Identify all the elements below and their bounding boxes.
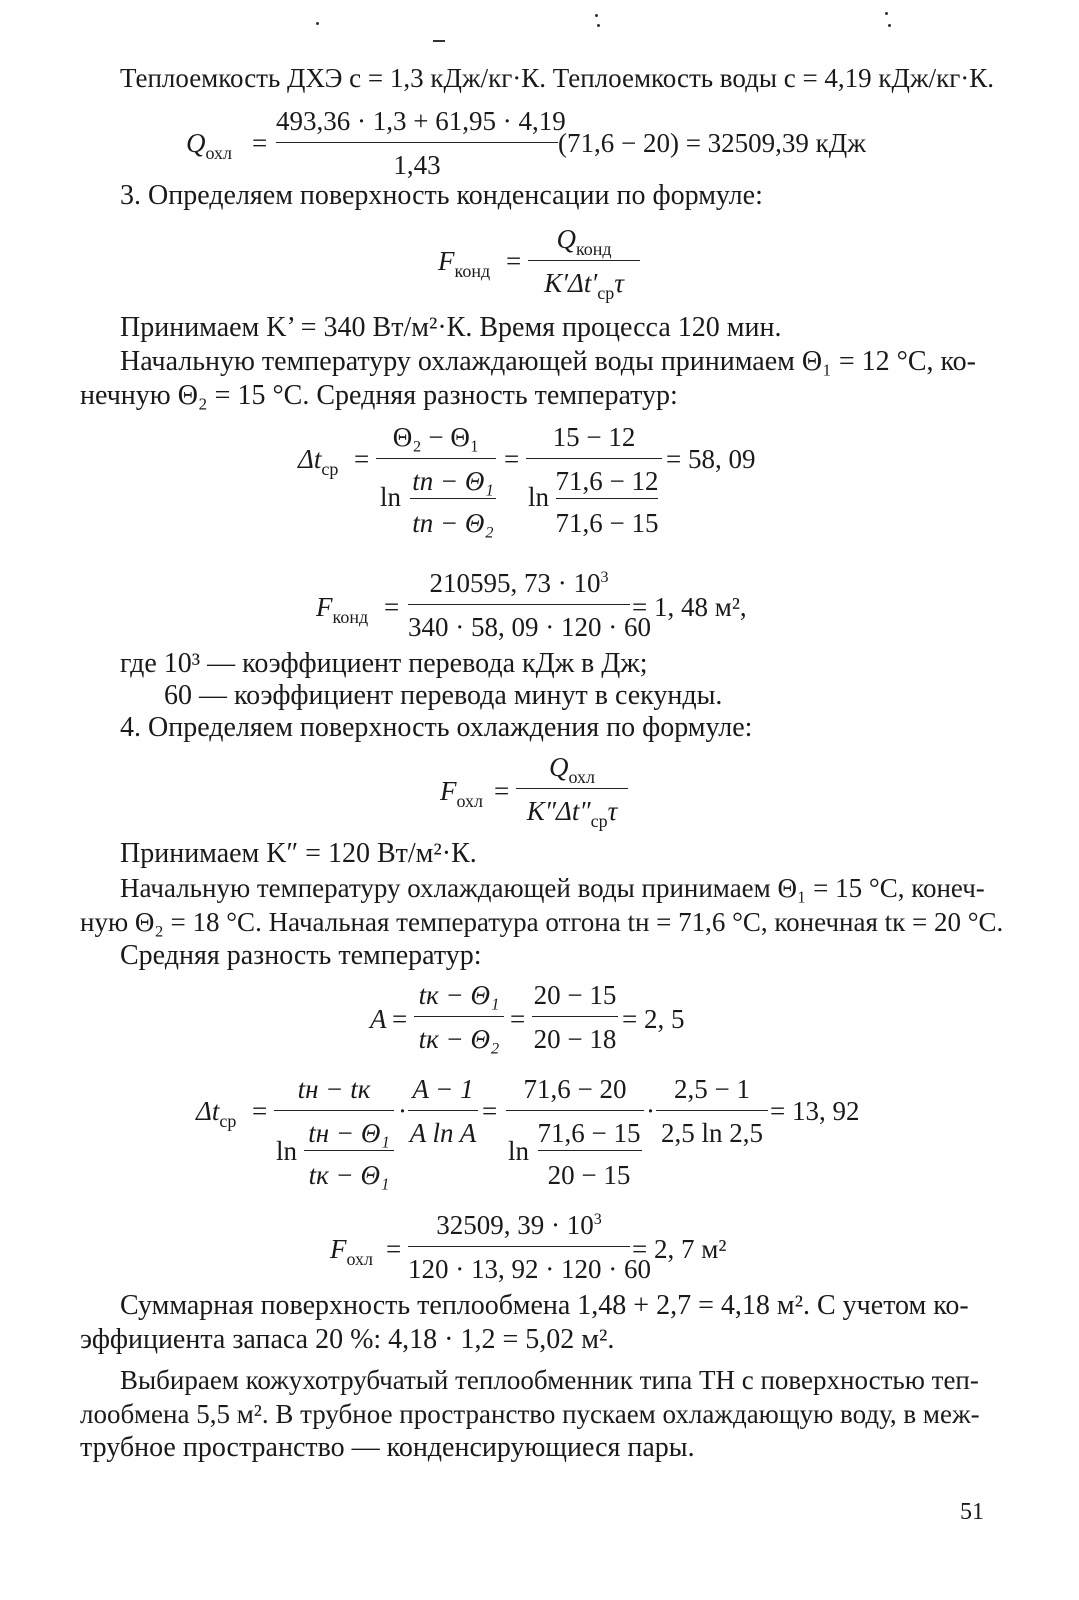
inner-denominator: tк − Θ₁ xyxy=(308,1160,390,1190)
fraction-bar xyxy=(274,1110,394,1111)
symbol: F xyxy=(330,1234,347,1264)
subscript: конд xyxy=(332,607,369,627)
equals-sign: = xyxy=(506,246,522,276)
subscript: охл xyxy=(456,791,484,811)
equals-sign: = xyxy=(252,128,268,158)
equals-sign: = xyxy=(494,776,510,806)
subscript: ср xyxy=(219,1111,237,1131)
dot-operator: · xyxy=(398,1096,407,1126)
fraction-bar xyxy=(506,1110,644,1111)
numerator: 493,36 · 1,3 + 61,95 · 4,19 xyxy=(276,106,566,136)
inner-fraction-bar xyxy=(304,1150,394,1151)
superscript: 3 xyxy=(593,1211,602,1228)
symbol: F xyxy=(440,776,457,806)
inner-denominator: 71,6 − 15 xyxy=(555,508,659,538)
fraction-bar xyxy=(414,1016,504,1017)
ln-label: ln xyxy=(276,1136,298,1166)
inner-numerator: 71,6 − 15 xyxy=(537,1118,641,1148)
denominator: 20 − 18 xyxy=(533,1024,617,1054)
symbol: Q xyxy=(556,224,576,254)
value: 210595, 73 · 10 xyxy=(429,568,601,598)
symbol: Q xyxy=(548,752,569,782)
paragraph-choose-a: Выбираем кожухотрубчатый теплообменник типа ТН с поверхностью теп- xyxy=(120,1365,979,1395)
numerator: tн − tк xyxy=(297,1074,371,1104)
paragraph-initial-temp-2b: ную Θ₂ = 18 °С. Начальная температура отгона tн = 71,6 °С, конечная tк = 20 °С. xyxy=(80,907,1004,937)
scan-speck xyxy=(595,14,598,17)
fraction-bar xyxy=(376,458,496,459)
dot-operator: · xyxy=(646,1096,655,1126)
equals-sign: = xyxy=(384,592,400,622)
fraction-bar xyxy=(526,458,662,459)
paragraph-initial-temp-1a: Начальную температуру охлаждающей воды принимаем Θ₁ = 12 °С, ко- xyxy=(120,346,977,377)
numerator: A − 1 xyxy=(412,1074,474,1104)
page-number: 51 xyxy=(960,1499,984,1525)
numerator: tк − Θ₁ xyxy=(418,980,500,1010)
fraction-bar xyxy=(656,1110,768,1111)
inner-numerator: 71,6 − 12 xyxy=(555,466,659,496)
inner-numerator: tн − Θ₁ xyxy=(308,1118,390,1148)
fraction-bar xyxy=(276,142,558,143)
equals-sign: = xyxy=(252,1096,268,1126)
paragraph-initial-temp-1b: нечную Θ₂ = 15 °С. Средняя разность температур: xyxy=(80,380,678,411)
scan-speck xyxy=(888,24,891,27)
symbol: Δt xyxy=(298,444,322,474)
inner-fraction-bar xyxy=(410,498,496,499)
denominator: 1,43 xyxy=(393,150,441,180)
denominator: 2,5 ln 2,5 xyxy=(660,1118,763,1148)
paragraph-choose-c: трубное пространство — конденсирующиеся пары. xyxy=(80,1432,695,1463)
ln-label: ln xyxy=(528,482,550,512)
inner-numerator: tп − Θ₁ xyxy=(412,466,494,496)
inner-denominator: tп − Θ₂ xyxy=(412,508,494,538)
numerator xyxy=(408,1210,630,1245)
denominator xyxy=(528,268,640,301)
equals-sign: = xyxy=(392,1004,408,1034)
fraction-bar xyxy=(528,260,640,261)
formula-lhs xyxy=(298,444,338,477)
subscript: ср xyxy=(590,811,608,831)
inner-fraction-bar xyxy=(556,498,658,499)
paragraph-take-k2: Принимаем K″ = 120 Вт/м²·К. xyxy=(120,838,477,869)
symbol: K″Δt″ xyxy=(526,796,591,826)
symbol: F xyxy=(316,592,333,622)
formula-lhs xyxy=(440,776,483,809)
symbol: F xyxy=(438,246,455,276)
superscript: 3 xyxy=(600,569,609,586)
formula-lhs xyxy=(330,1234,373,1267)
denominator: A ln A xyxy=(409,1118,477,1148)
fraction-bar xyxy=(408,604,630,605)
numerator xyxy=(528,224,640,257)
paragraph-initial-temp-2a: Начальную температуру охлаждающей воды принимаем Θ₁ = 15 °С, конеч- xyxy=(120,873,985,903)
equals-sign: = xyxy=(504,444,520,474)
value: 32509, 39 · 10 xyxy=(436,1210,594,1240)
formula-lhs: A xyxy=(370,1004,387,1034)
formula-result: = 13, 92 xyxy=(770,1096,860,1126)
paragraph-step-4: 4. Определяем поверхность охлаждения по формуле: xyxy=(120,712,753,743)
fraction-bar xyxy=(516,788,628,789)
formula-lhs xyxy=(438,246,490,279)
formula-lhs xyxy=(316,592,368,625)
paragraph-total-b: эффициента запаса 20 %: 4,18 · 1,2 = 5,02 м². xyxy=(80,1324,615,1355)
subscript: ср xyxy=(321,459,339,479)
fraction-bar xyxy=(408,1246,630,1247)
tau: τ xyxy=(614,268,624,298)
symbol: K′Δt′ xyxy=(544,268,598,298)
scan-speck xyxy=(316,22,319,25)
tau: τ xyxy=(607,796,618,826)
denominator xyxy=(516,796,628,829)
numerator: 15 − 12 xyxy=(552,422,636,452)
paragraph-total-a: Суммарная поверхность теплообмена 1,48 + 2,7 = 4,18 м². С учетом ко- xyxy=(120,1290,969,1321)
inner-denominator: 20 − 15 xyxy=(547,1160,631,1190)
fraction-bar xyxy=(408,1110,478,1111)
equals-sign: = xyxy=(510,1004,526,1034)
paragraph-take-k1: Принимаем K’ = 340 Вт/м²·К. Время процесса 120 мин. xyxy=(120,312,782,343)
formula-result: = 2, 5 xyxy=(622,1004,685,1034)
scan-speck xyxy=(597,24,600,27)
paragraph-mean-diff: Средняя разность температур: xyxy=(120,940,482,971)
paragraph-step-3: 3. Определяем поверхность конденсации по формуле: xyxy=(120,180,763,211)
subscript: конд xyxy=(454,261,491,281)
formula-result: = 2, 7 м² xyxy=(632,1234,727,1264)
denominator: 340 · 58, 09 · 120 · 60 xyxy=(408,612,651,642)
subscript: ср xyxy=(597,283,615,303)
numerator: Θ₂ − Θ₁ xyxy=(392,422,480,452)
fraction-bar xyxy=(532,1016,618,1017)
formula-rest: (71,6 − 20) = 32509,39 кДж xyxy=(558,128,866,158)
paragraph-choose-b: лообмена 5,5 м². В трубное пространство пускаем охлаждающую воду, в меж- xyxy=(80,1399,980,1429)
ln-label: ln xyxy=(508,1136,530,1166)
scan-speck xyxy=(885,12,888,15)
ln-label: ln xyxy=(380,482,402,512)
equals-sign: = xyxy=(354,444,370,474)
subscript: конд xyxy=(575,239,612,259)
numerator xyxy=(516,752,628,785)
equals-sign: = xyxy=(386,1234,402,1264)
formula-result: = 1, 48 м², xyxy=(632,592,747,622)
symbol: Δt xyxy=(196,1096,220,1126)
scan-speck xyxy=(433,40,445,42)
subscript: охл xyxy=(205,143,233,163)
formula-lhs xyxy=(186,128,232,161)
numerator: 71,6 − 20 xyxy=(523,1074,627,1104)
denominator: tк − Θ₂ xyxy=(418,1024,500,1054)
paragraph-where-a: где 10³ — коэффициент перевода кДж в Дж; xyxy=(120,648,648,679)
paragraph-where-b: 60 — коэффициент перевода минут в секунды. xyxy=(164,680,723,711)
numerator xyxy=(408,568,630,603)
formula-result: = 58, 09 xyxy=(666,444,756,474)
denominator: 120 · 13, 92 · 120 · 60 xyxy=(408,1254,651,1284)
symbol: Q xyxy=(186,128,206,158)
paragraph-heat-capacity: Теплоемкость ДХЭ с = 1,3 кДж/кг·К. Теплоемкость воды с = 4,19 кДж/кг·К. xyxy=(120,63,995,93)
inner-fraction-bar xyxy=(538,1150,642,1151)
numerator: 20 − 15 xyxy=(533,980,617,1010)
equals-sign: = xyxy=(482,1096,498,1126)
subscript: охл xyxy=(568,767,596,787)
formula-lhs xyxy=(196,1096,236,1129)
numerator: 2,5 − 1 xyxy=(674,1074,750,1104)
subscript: охл xyxy=(346,1249,374,1269)
